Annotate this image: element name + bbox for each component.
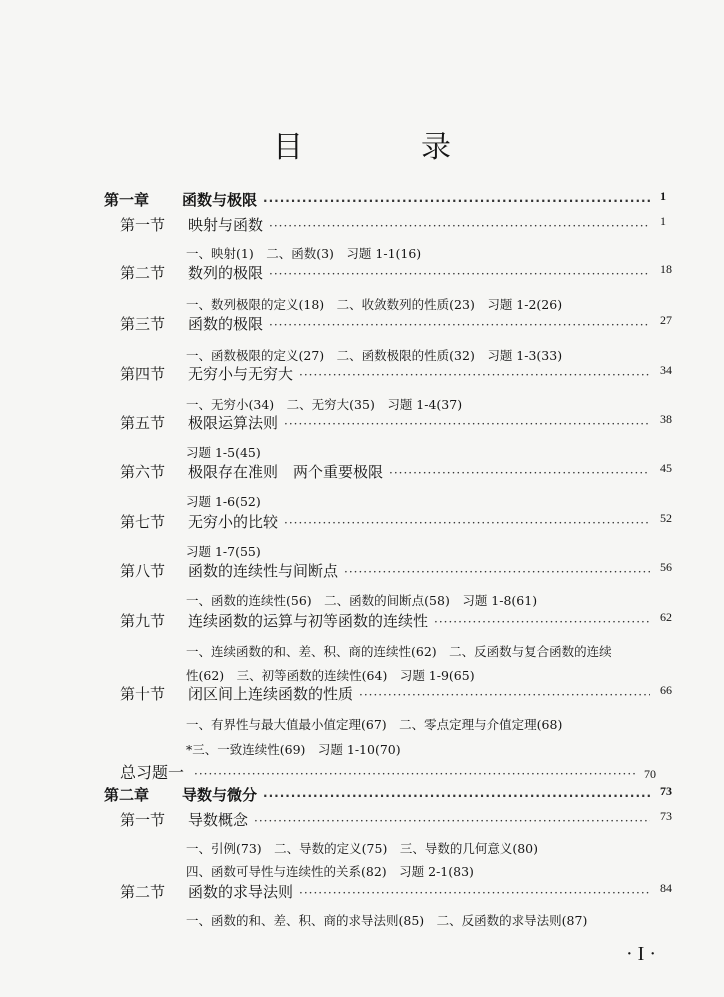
dot-leader bbox=[269, 318, 650, 332]
toc-entry-title: 极限存在准则 两个重要极限 bbox=[188, 463, 384, 481]
toc-entry-title: 连续函数的运算与初等函数的连续性 bbox=[188, 612, 429, 630]
toc-entry-page: 73 bbox=[660, 809, 672, 823]
toc-entry-number: 第二节 bbox=[120, 883, 166, 901]
toc-entry-number: 第二章 bbox=[104, 786, 150, 804]
toc-entry-number: 总习题一 bbox=[120, 763, 185, 782]
toc-entry-title: 极限运算法则 bbox=[188, 414, 279, 432]
dot-leader bbox=[263, 789, 650, 803]
toc-section-entry bbox=[0, 881, 672, 907]
dot-leader bbox=[344, 565, 650, 579]
toc-section-entry bbox=[0, 214, 666, 240]
toc-chapter-entry bbox=[0, 189, 666, 215]
toc-subentry: 一、连续函数的和、差、积、商的连续性(62) 二、反函数与复合函数的连续 bbox=[186, 644, 612, 659]
toc-entry-page: 34 bbox=[660, 363, 672, 377]
toc-subentry: 一、有界性与最大值最小值定理(67) 二、零点定理与介值定理(68) bbox=[186, 717, 563, 732]
toc-subentry: 习题 1-6(52) bbox=[186, 494, 261, 509]
toc-subentry: 一、数列极限的定义(18) 二、收敛数列的性质(23) 习题 1-2(26) bbox=[186, 297, 563, 312]
toc-section-entry bbox=[0, 683, 672, 709]
toc-entry-number: 第十节 bbox=[120, 685, 166, 703]
toc-entry-number: 第五节 bbox=[120, 414, 166, 432]
toc-entry-title: 无穷小的比较 bbox=[188, 513, 279, 531]
toc-section-entry bbox=[0, 511, 672, 537]
dot-leader bbox=[254, 814, 650, 828]
dot-leader bbox=[284, 417, 650, 431]
dot-leader bbox=[434, 615, 650, 629]
toc-section-entry bbox=[0, 412, 672, 438]
toc-entry-title: 数列的极限 bbox=[188, 264, 264, 282]
toc-subentry: 一、函数极限的定义(27) 二、函数极限的性质(32) 习题 1-3(33) bbox=[186, 348, 563, 363]
toc-section-entry bbox=[0, 560, 672, 586]
toc-entry-number: 第三节 bbox=[120, 315, 166, 333]
toc-subentry: 四、函数可导性与连续性的关系(82) 习题 2-1(83) bbox=[186, 864, 474, 879]
toc-entry-number: 第二节 bbox=[120, 264, 166, 282]
toc-entry-title: 函数的求导法则 bbox=[188, 883, 294, 901]
toc-subentry: 一、无穷小(34) 二、无穷大(35) 习题 1-4(37) bbox=[186, 397, 463, 412]
toc-entry-number: 第一章 bbox=[104, 191, 150, 209]
toc-entry-page: 45 bbox=[660, 461, 672, 475]
page-number: · I · bbox=[626, 943, 656, 965]
dot-leader bbox=[269, 267, 650, 281]
toc-subentry: 习题 1-7(55) bbox=[186, 544, 261, 559]
toc-entry-number: 第六节 bbox=[120, 463, 166, 481]
toc-entry-title: 无穷小与无穷大 bbox=[188, 365, 294, 383]
toc-entry-number: 第一节 bbox=[120, 216, 166, 234]
toc-entry-page: 56 bbox=[660, 560, 672, 574]
toc-entry-page: 18 bbox=[660, 262, 672, 276]
toc-section-entry bbox=[0, 262, 672, 288]
toc-entry-page: 73 bbox=[660, 784, 672, 798]
dot-leader bbox=[194, 767, 638, 781]
toc-review-entry bbox=[0, 760, 656, 786]
toc-entry-title: 导数概念 bbox=[188, 811, 249, 829]
toc-entry-page: 1 bbox=[660, 214, 666, 228]
toc-section-entry bbox=[0, 610, 672, 636]
dot-leader bbox=[359, 688, 650, 702]
dot-leader bbox=[389, 466, 650, 480]
toc-subentry: 一、映射(1) 二、函数(3) 习题 1-1(16) bbox=[186, 246, 422, 261]
toc-entry-number: 第八节 bbox=[120, 562, 166, 580]
toc-section-entry bbox=[0, 809, 672, 835]
toc-entry-title: 映射与函数 bbox=[188, 216, 264, 234]
toc-subentry: 一、函数的连续性(56) 二、函数的间断点(58) 习题 1-8(61) bbox=[186, 593, 538, 608]
dot-leader bbox=[299, 368, 650, 382]
toc-entry-title: 闭区间上连续函数的性质 bbox=[188, 685, 354, 703]
toc-subentry: 习题 1-5(45) bbox=[186, 445, 261, 460]
dot-leader bbox=[263, 194, 650, 208]
toc-entry-title: 函数的极限 bbox=[188, 315, 264, 333]
dot-leader bbox=[299, 886, 650, 900]
toc-entry-page: 1 bbox=[660, 189, 666, 203]
dot-leader bbox=[284, 516, 650, 530]
toc-subentry: 性(62) 三、初等函数的连续性(64) 习题 1-9(65) bbox=[186, 668, 475, 683]
toc-subentry: 一、函数的和、差、积、商的求导法则(85) 二、反函数的求导法则(87) bbox=[186, 913, 588, 928]
toc-entry-page: 27 bbox=[660, 313, 672, 327]
toc-entry-page: 38 bbox=[660, 412, 672, 426]
toc-entry-number: 第七节 bbox=[120, 513, 166, 531]
toc-subentry: *三、一致连续性(69) 习题 1-10(70) bbox=[186, 742, 401, 757]
toc-entry-page: 52 bbox=[660, 511, 672, 525]
toc-section-entry bbox=[0, 363, 672, 389]
toc-entry-title: 导数与微分 bbox=[182, 786, 258, 804]
toc-entry-number: 第一节 bbox=[120, 811, 166, 829]
toc-entry-page: 84 bbox=[660, 881, 672, 895]
toc-entry-number: 第四节 bbox=[120, 365, 166, 383]
toc-chapter-entry bbox=[0, 784, 672, 810]
page-title: 目 录 bbox=[273, 130, 495, 165]
toc-section-entry bbox=[0, 461, 672, 487]
dot-leader bbox=[269, 219, 650, 233]
toc-entry-page: 62 bbox=[660, 610, 672, 624]
toc-entry-title: 函数与极限 bbox=[182, 191, 258, 209]
toc-entry-page: 66 bbox=[660, 683, 672, 697]
toc-entry-number: 第九节 bbox=[120, 612, 166, 630]
toc-entry-title: 函数的连续性与间断点 bbox=[188, 562, 339, 580]
toc-subentry: 一、引例(73) 二、导数的定义(75) 三、导数的几何意义(80) bbox=[186, 841, 538, 856]
toc-entry-page: 70 bbox=[644, 767, 656, 781]
toc-section-entry bbox=[0, 313, 672, 339]
